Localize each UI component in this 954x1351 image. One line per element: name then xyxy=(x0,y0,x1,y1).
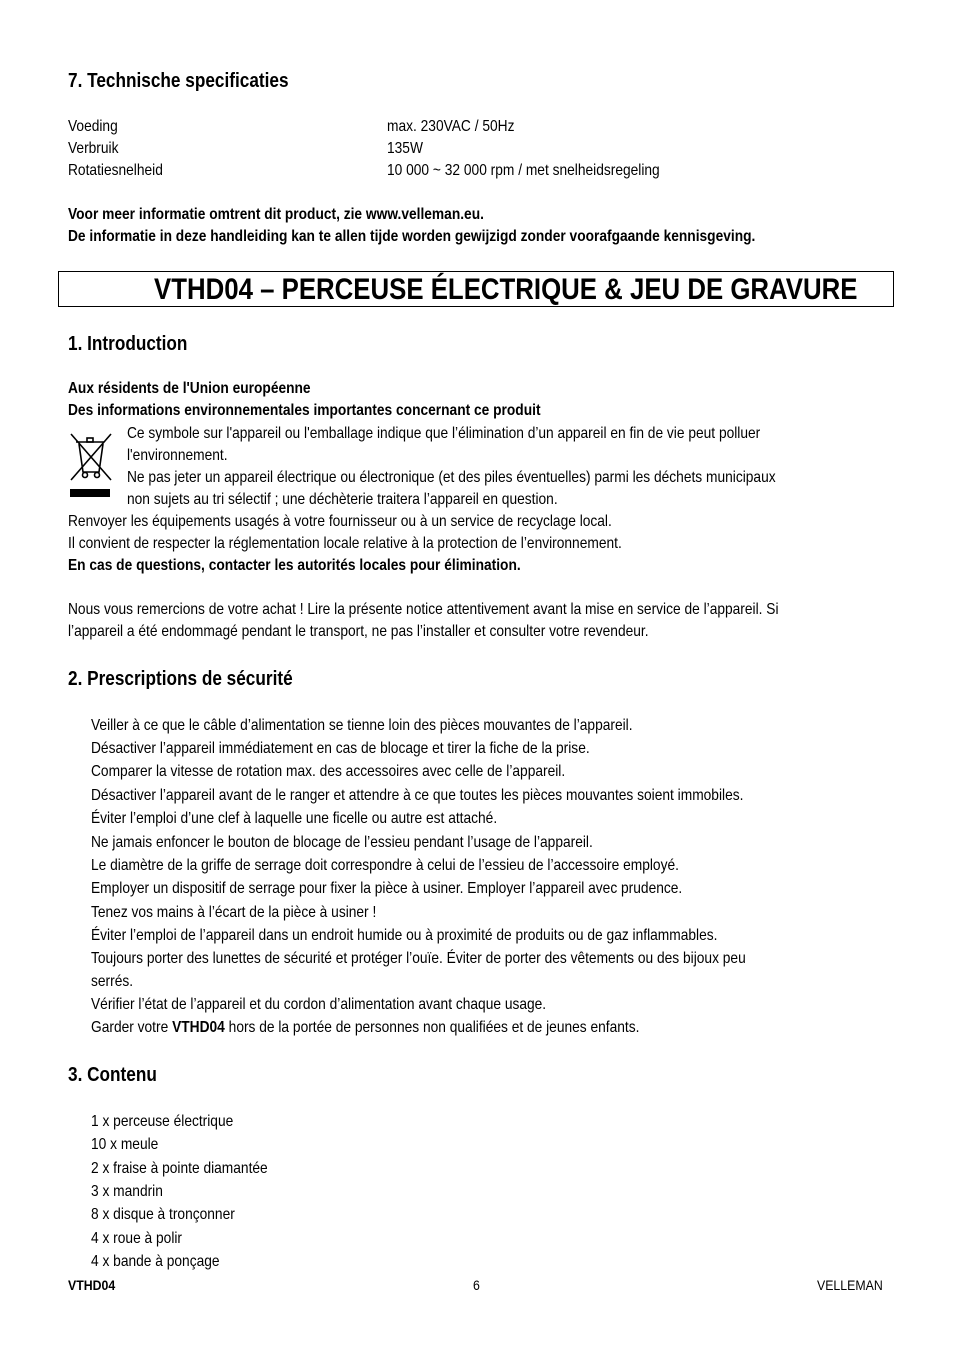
safety-item: Comparer la vitesse de rotation max. des accessoires avec celle de l’appareil. xyxy=(91,763,566,780)
fr-title-box xyxy=(58,271,894,307)
safety-item: Veiller à ce que le câble d’alimentation se tienne loin des pièces mouvantes de l’appareil. xyxy=(91,717,633,734)
nl-specs-heading: 7. Technische specificaties xyxy=(68,70,289,92)
safety-item: Désactiver l’appareil avant de le ranger et attendre à ce que toutes les pièces mouvantes soient immobiles. xyxy=(91,787,744,804)
safety-item: Ne jamais enfoncer le bouton de blocage de l’essieu pendant l’usage de l’appareil. xyxy=(91,834,593,851)
spec-value: max. 230VAC / 50Hz xyxy=(387,118,515,135)
weee-bin-icon xyxy=(68,430,114,502)
contents-item: 4 x bande à ponçage xyxy=(91,1253,220,1270)
safety-item: Désactiver l’appareil immédiatement en cas de blocage et tirer la fiche de la prise. xyxy=(91,740,590,757)
contents-heading: 3. Contenu xyxy=(68,1064,157,1086)
contact-authorities-line: En cas de questions, contacter les autorités locales pour élimination. xyxy=(68,557,521,574)
return-equipment-line: Renvoyer les équipements usagés à votre fournisseur ou à un service de recyclage local. xyxy=(68,513,612,530)
footer-page-number: 6 xyxy=(473,1277,480,1293)
contents-item: 1 x perceuse électrique xyxy=(91,1113,234,1130)
contents-item: 10 x meule xyxy=(91,1136,159,1153)
env-info-line: Des informations environnementales importantes concernant ce produit xyxy=(68,402,541,419)
safety-item: Employer un dispositif de serrage pour fixer la pièce à usiner. Employer l’appareil avec prudence. xyxy=(91,880,683,897)
safety-item-keep-away xyxy=(91,1017,639,1039)
footer-brand: VELLEMAN xyxy=(817,1277,883,1293)
safety-heading: 2. Prescriptions de sécurité xyxy=(68,668,293,690)
contents-item: 2 x fraise à pointe diamantée xyxy=(91,1160,268,1177)
safety-item: Tenez vos mains à l’écart de la pièce à usiner ! xyxy=(91,904,377,921)
weee-text-line: non sujets au tri sélectif ; une déchèterie traitera l’appareil en question. xyxy=(127,491,558,508)
spec-value: 10 000 ~ 32 000 rpm / met snelheidsregeling xyxy=(387,162,660,179)
fr-title: VTHD04 – PERCEUSE ÉLECTRIQUE & JEU DE GRAVURE xyxy=(154,273,858,306)
spec-value: 135W xyxy=(387,140,423,157)
contents-item: 4 x roue à polir xyxy=(91,1230,183,1247)
nl-info-line: Voor meer informatie omtrent dit product, zie www.velleman.eu. xyxy=(68,206,484,223)
weee-text-line: Ne pas jeter un appareil électrique ou électronique (et des piles éventuelles) parmi les déchets municipaux xyxy=(127,469,776,486)
spec-label: Voeding xyxy=(68,118,118,135)
nl-disclaimer-line: De informatie in deze handleiding kan te allen tijde worden gewijzigd zonder voorafgaande kennisgeving. xyxy=(68,228,756,245)
introduction-heading: 1. Introduction xyxy=(68,333,188,355)
keep-away-suffix: hors de la portée de personnes non qualifiées et de jeunes enfants. xyxy=(224,1019,640,1036)
weee-text-line: Ce symbole sur l'appareil ou l'emballage indique que l’élimination d’un appareil en fin de vie peut polluer xyxy=(127,425,761,442)
safety-item: Éviter l’emploi de l’appareil dans un endroit humide ou à proximité de produits ou de gaz inflammables. xyxy=(91,927,718,944)
weee-text-line: l'environnement. xyxy=(127,447,228,464)
eu-residents-line: Aux résidents de l'Union européenne xyxy=(68,380,311,397)
safety-item: Le diamètre de la griffe de serrage doit correspondre à celui de l’essieu de l’accessoire employé. xyxy=(91,857,679,874)
contents-item: 8 x disque à tronçonner xyxy=(91,1206,235,1223)
regulation-line: Il convient de respecter la réglementation locale relative à la protection de l’environnement. xyxy=(68,535,622,552)
footer-model: VTHD04 xyxy=(68,1277,116,1293)
spec-label: Verbruik xyxy=(68,140,119,157)
safety-item: Éviter l’emploi d’une clef à laquelle une ficelle ou autre est attaché. xyxy=(91,810,498,827)
thanks-line: Nous vous remercions de votre achat ! Lire la présente notice attentivement avant la mise en service de l’appareil. Si xyxy=(68,601,779,618)
contents-item: 3 x mandrin xyxy=(91,1183,163,1200)
safety-item: Toujours porter des lunettes de sécurité et protéger l’ouïe. Éviter de porter des vêtements ou des bijoux peu xyxy=(91,950,746,967)
thanks-line: l’appareil a été endommagé pendant le transport, ne pas l’installer et consulter votre revendeur. xyxy=(68,623,649,640)
safety-item: serrés. xyxy=(91,973,134,990)
model-name: VTHD04 xyxy=(172,1019,225,1036)
safety-item: Vérifier l’état de l’appareil et du cordon d’alimentation avant chaque usage. xyxy=(91,996,547,1013)
keep-away-prefix: Garder votre xyxy=(91,1019,173,1036)
spec-label: Rotatiesnelheid xyxy=(68,162,163,179)
